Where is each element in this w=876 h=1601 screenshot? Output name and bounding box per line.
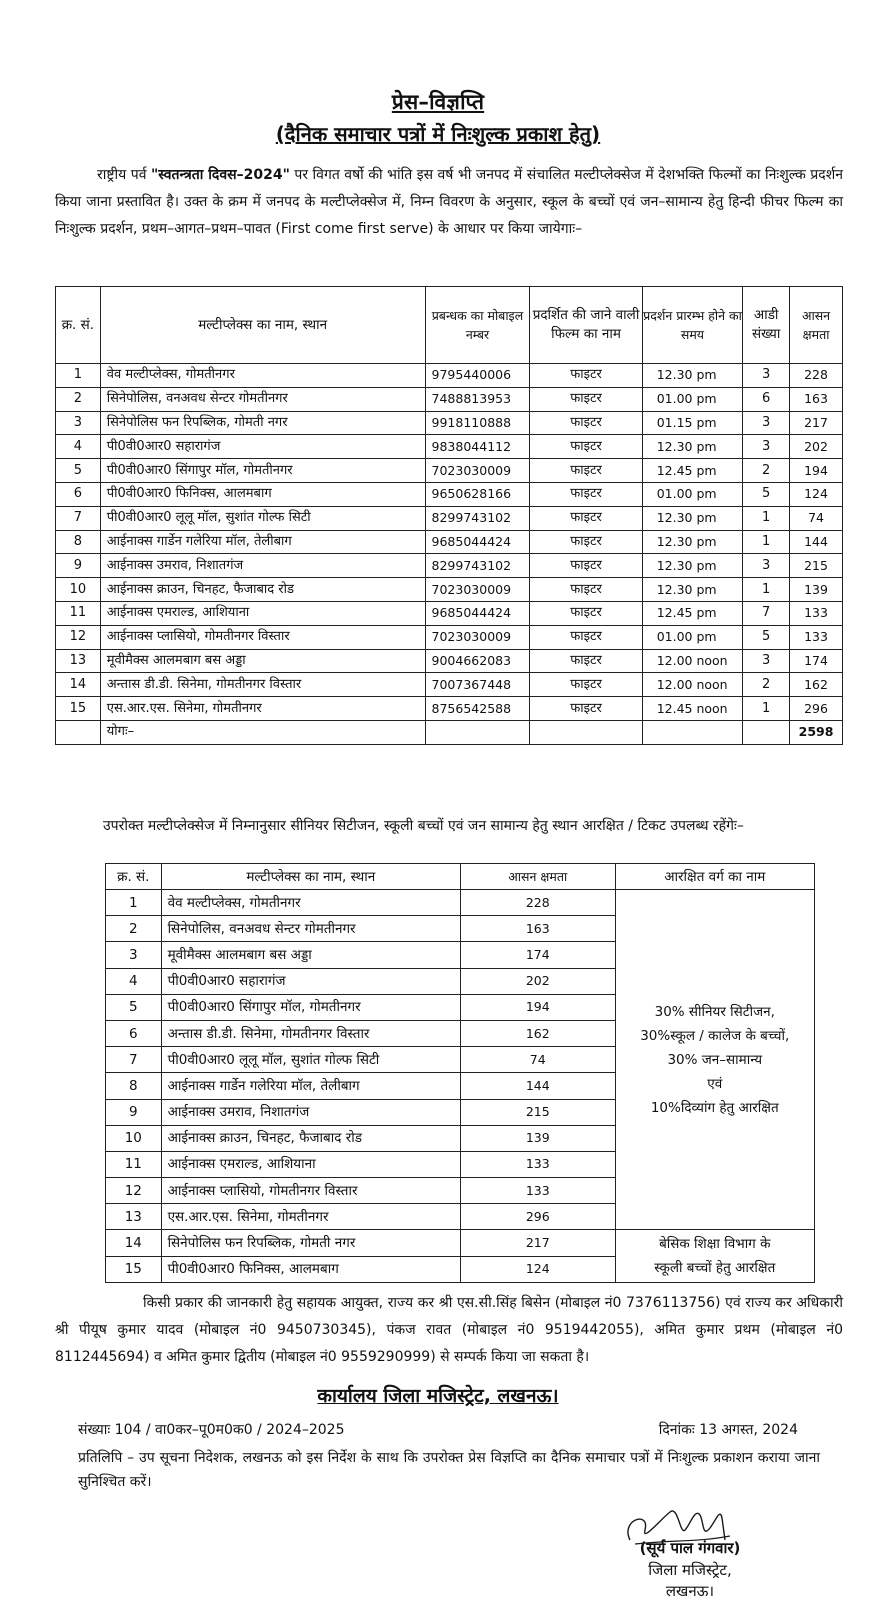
cell-time: 12.30 pm (642, 364, 743, 388)
cell-sn: 11 (56, 601, 101, 625)
cell-capacity: 163 (790, 387, 843, 411)
reference-number: संख्याः 104 / वा0कर–पू0म0क0 / 2024–2025 (78, 1422, 345, 1438)
reserved-line: 10%दिव्यांग हेतु आरक्षित (650, 1099, 779, 1116)
cell-multiplex-name: आईनाक्स उमराव, निशातगंज (100, 554, 425, 578)
reserved-category-general (615, 890, 814, 1230)
cell-mobile: 9918110888 (425, 411, 530, 435)
col-header-film: प्रदर्शित की जाने वाली फिल्म का नाम (530, 287, 642, 364)
col-header-mobile: प्रबन्धक का मोबाइल नम्बर (425, 287, 530, 364)
cell-time: 12.30 pm (642, 554, 743, 578)
cell-mobile: 7007367448 (425, 673, 530, 697)
cell-capacity: 144 (790, 530, 843, 554)
cell-time: 01.00 pm (642, 482, 743, 506)
col-header-capacity: आसन क्षमता (790, 287, 843, 364)
cell-multiplex-name: आईनाक्स गार्डेन गलेरिया मॉल, तेलीबाग (161, 1073, 460, 1099)
cell-capacity: 174 (460, 942, 615, 968)
cell-audi: 1 (743, 697, 790, 721)
cell-film: फाइटर (530, 411, 642, 435)
office-heading: कार्यालय जिला मजिस्ट्रेट, लखनऊ। (317, 1385, 559, 1407)
cell-sn: 4 (106, 968, 162, 994)
table-row (56, 625, 843, 649)
cell-multiplex-name: वेव मल्टीप्लेक्स, गोमतीनगर (100, 364, 425, 388)
cell-multiplex-name: पी0वी0आर0 सहारागंज (161, 968, 460, 994)
table-header-row (56, 287, 843, 364)
total-label: योगः– (100, 720, 425, 744)
cell-multiplex-name: आईनाक्स क्राउन, चिनहट, फैजाबाद रोड (100, 578, 425, 602)
cell-multiplex-name: सिनेपोलिस, वनअवध सेन्टर गोमतीनगर (161, 916, 460, 942)
reference-date: दिनांकः 13 अगस्त, 2024 (658, 1422, 798, 1438)
col-header-reserved-category: आरक्षित वर्ग का नाम (615, 864, 814, 890)
cell-capacity: 163 (460, 916, 615, 942)
intro-post: पर विगत वर्षो की भांति इस वर्ष भी जनपद में संचालित मल्टीप्लेक्सेज में देशभक्ति फिल्मों का निःशुल्क प्रदर्शन किया जाना प्रस्तावित है। उक्त के क्रम में जनपद के मल्टीप्लेक्सेज में, निम्न विवरण के अनुसार, स्कूल के बच्चों एवं जन–सामान्य हेतु हिन्दी फीचर फिल्म का निःशुल्क प्रदर्शन, प्रथम–आगत–प्रथम–पावत (First come first serve) के आधार पर किया जायेगाः– (55, 167, 843, 237)
table-row (56, 578, 843, 602)
cell-capacity: 194 (790, 459, 843, 483)
cell-multiplex-name: मूवीमैक्स आलमबाग बस अड्डा (161, 942, 460, 968)
cell-audi: 5 (743, 482, 790, 506)
col-header-sn: क्र. सं. (56, 287, 101, 364)
col-header-capacity: आसन क्षमता (460, 864, 615, 890)
cell-capacity: 215 (460, 1099, 615, 1125)
cell-film: फाइटर (530, 649, 642, 673)
cell-mobile: 8299743102 (425, 554, 530, 578)
cell-sn: 13 (56, 649, 101, 673)
cell-time: 12.45 pm (642, 459, 743, 483)
cell-capacity: 162 (790, 673, 843, 697)
cell-mobile: 7023030009 (425, 578, 530, 602)
cell-sn: 7 (106, 1047, 162, 1073)
cell-audi: 3 (743, 435, 790, 459)
cell-film: फाइटर (530, 578, 642, 602)
reserved-line: एवं (707, 1075, 723, 1092)
cell-audi: 1 (743, 530, 790, 554)
table-row (56, 673, 843, 697)
cell-sn: 1 (106, 890, 162, 916)
table-row (56, 482, 843, 506)
cell-audi: 3 (743, 364, 790, 388)
table-row (56, 459, 843, 483)
intro-paragraph (55, 162, 843, 243)
cell-multiplex-name: अन्तास डी.डी. सिनेमा, गोमतीनगर विस्तार (161, 1020, 460, 1046)
cell-capacity: 217 (790, 411, 843, 435)
table-row (56, 601, 843, 625)
cell-capacity: 228 (460, 890, 615, 916)
intro-pre: राष्ट्रीय पर्व (97, 167, 151, 183)
cell-sn: 9 (106, 1099, 162, 1125)
cell-capacity: 162 (460, 1020, 615, 1046)
cell-sn: 13 (106, 1204, 162, 1230)
cell-audi: 5 (743, 625, 790, 649)
cell-capacity: 202 (790, 435, 843, 459)
cell-sn: 7 (56, 506, 101, 530)
cell-time: 12.30 pm (642, 578, 743, 602)
cell-capacity: 296 (790, 697, 843, 721)
total-row (56, 720, 843, 744)
cell-sn: 2 (106, 916, 162, 942)
cell-multiplex-name: एस.आर.एस. सिनेमा, गोमतीनगर (100, 697, 425, 721)
cell-audi: 3 (743, 554, 790, 578)
cell-film: फाइटर (530, 387, 642, 411)
cell-time: 12.00 noon (642, 673, 743, 697)
cell-film: फाइटर (530, 506, 642, 530)
cell-time: 12.30 pm (642, 530, 743, 554)
cell-film: फाइटर (530, 459, 642, 483)
cell-sn: 11 (106, 1151, 162, 1177)
table-header-row (106, 864, 815, 890)
table-row (56, 530, 843, 554)
cell-multiplex-name: पी0वी0आर0 सिंगापुर मॉल, गोमतीनगर (100, 459, 425, 483)
cell-sn: 4 (56, 435, 101, 459)
cell-sn: 12 (56, 625, 101, 649)
cell-multiplex-name: पी0वी0आर0 फिनिक्स, आलमबाग (100, 482, 425, 506)
cell-multiplex-name: अन्तास डी.डी. सिनेमा, गोमतीनगर विस्तार (100, 673, 425, 697)
cell-multiplex-name: आईनाक्स गार्डेन गलेरिया मॉल, तेलीबाग (100, 530, 425, 554)
cell-empty (530, 720, 642, 744)
col-header-time: प्रदर्शन प्रारम्भ होने का समय (642, 287, 743, 364)
cell-audi: 7 (743, 601, 790, 625)
cell-capacity: 174 (790, 649, 843, 673)
cell-multiplex-name: पी0वी0आर0 लूलू मॉल, सुशांत गोल्फ सिटी (100, 506, 425, 530)
cell-mobile: 7488813953 (425, 387, 530, 411)
cell-audi: 2 (743, 459, 790, 483)
cell-sn: 10 (56, 578, 101, 602)
cell-audi: 3 (743, 649, 790, 673)
cell-multiplex-name: पी0वी0आर0 सिंगापुर मॉल, गोमतीनगर (161, 994, 460, 1020)
cell-time: 01.00 pm (642, 625, 743, 649)
cell-multiplex-name: आईनाक्स प्लासियो, गोमतीनगर विस्तार (161, 1178, 460, 1204)
cell-audi: 6 (743, 387, 790, 411)
cell-multiplex-name: वेव मल्टीप्लेक्स, गोमतीनगर (161, 890, 460, 916)
cell-capacity: 144 (460, 1073, 615, 1099)
cell-sn: 1 (56, 364, 101, 388)
cell-sn: 8 (56, 530, 101, 554)
cell-mobile: 7023030009 (425, 625, 530, 649)
cell-capacity: 133 (460, 1178, 615, 1204)
cell-capacity: 124 (790, 482, 843, 506)
cell-audi: 3 (743, 411, 790, 435)
cell-mobile: 9685044424 (425, 530, 530, 554)
copy-to-paragraph: प्रतिलिपि – उप सूचना निदेशक, लखनऊ को इस निर्देश के साथ कि उपरोक्त प्रेस विज्ञप्ति का दैनिक समाचार पत्रों में निःशुल्क प्रकाशन कराया जाना सुनिश्चित करें। (78, 1450, 820, 1490)
cell-multiplex-name: आईनाक्स एमराल्ड, आशियाना (100, 601, 425, 625)
table-row (56, 649, 843, 673)
reserved-line: 30%स्कूल / कालेज के बच्चों, (640, 1027, 790, 1044)
cell-film: फाइटर (530, 530, 642, 554)
cell-sn: 5 (56, 459, 101, 483)
cell-film: फाइटर (530, 435, 642, 459)
cell-film: फाइटर (530, 673, 642, 697)
cell-capacity: 133 (790, 625, 843, 649)
cell-capacity: 228 (790, 364, 843, 388)
cell-empty (425, 720, 530, 744)
col-header-audi: आडी संख्या (743, 287, 790, 364)
cell-multiplex-name: मूवीमैक्स आलमबाग बस अड्डा (100, 649, 425, 673)
cell-multiplex-name: सिनेपोलिस, वनअवध सेन्टर गोमतीनगर (100, 387, 425, 411)
cell-mobile: 9685044424 (425, 601, 530, 625)
cell-sn: 3 (106, 942, 162, 968)
signatory-city: लखनऊ। (665, 1582, 715, 1600)
cell-capacity: 133 (790, 601, 843, 625)
cell-capacity: 139 (790, 578, 843, 602)
cell-audi: 1 (743, 578, 790, 602)
reserved-line: 30% सीनियर सिटीजन, (654, 1003, 775, 1020)
cell-sn: 2 (56, 387, 101, 411)
cell-time: 12.45 noon (642, 697, 743, 721)
contact-paragraph: किसी प्रकार की जानकारी हेतु सहायक आयुक्त, राज्य कर श्री एस.सी.सिंह बिसेन (मोबाइल नं0 7376113756) एवं राज्य कर अधिकारी श्री पीयूष कुमार यादव (मोबाइल नं0 9450730345), पंकज रावत (मोबाइल नं0 9519442055), अमित कुमार प्रथम (मोबाइल नं0 8112445694) व अमित कुमार द्वितीय (मोबाइल नं0 9559290999) से सम्पर्क किया जा सकता है। (55, 1295, 843, 1365)
cell-empty (743, 720, 790, 744)
cell-sn: 8 (106, 1073, 162, 1099)
table-row (106, 890, 815, 916)
cell-time: 01.15 pm (642, 411, 743, 435)
cell-sn: 10 (106, 1125, 162, 1151)
cell-multiplex-name: आईनाक्स प्लासियो, गोमतीनगर विस्तार (100, 625, 425, 649)
signatory-designation: जिला मजिस्ट्रेट, (648, 1561, 732, 1579)
cell-capacity: 133 (460, 1151, 615, 1177)
reservation-paragraph: उपरोक्त मल्टीप्लेक्सेज में निम्नानुसार सीनियर सिटीजन, स्कूली बच्चों एवं जन सामान्य हेतु स्थान आरक्षित / टिकट उपलब्ध रहेंगेः– (103, 818, 744, 834)
cell-sn: 14 (56, 673, 101, 697)
cell-time: 12.45 pm (642, 601, 743, 625)
table-row (56, 554, 843, 578)
cell-film: फाइटर (530, 601, 642, 625)
cell-multiplex-name: पी0वी0आर0 सहारागंज (100, 435, 425, 459)
cell-film: फाइटर (530, 554, 642, 578)
signatory-name: (सूर्य पाल गंगवार) (639, 1539, 741, 1557)
cell-audi: 1 (743, 506, 790, 530)
intro-highlight: "स्वतन्त्रता दिवस–2024" (151, 167, 290, 183)
cell-time: 12.30 pm (642, 435, 743, 459)
cell-capacity: 74 (790, 506, 843, 530)
table-row (56, 411, 843, 435)
cell-mobile: 8756542588 (425, 697, 530, 721)
cell-film: फाइटर (530, 625, 642, 649)
col-header-name: मल्टीप्लेक्स का नाम, स्थान (100, 287, 425, 364)
cell-sn: 3 (56, 411, 101, 435)
table-row (56, 506, 843, 530)
table-row (56, 435, 843, 459)
cell-film: फाइटर (530, 482, 642, 506)
reference-line (78, 1420, 798, 1439)
cell-sn: 14 (106, 1230, 162, 1256)
cell-capacity: 194 (460, 994, 615, 1020)
cell-sn: 15 (106, 1256, 162, 1282)
cell-multiplex-name: पी0वी0आर0 लूलू मॉल, सुशांत गोल्फ सिटी (161, 1047, 460, 1073)
col-header-sn: क्र. सं. (106, 864, 162, 890)
cell-audi: 2 (743, 673, 790, 697)
cell-multiplex-name: आईनाक्स एमराल्ड, आशियाना (161, 1151, 460, 1177)
cell-multiplex-name: आईनाक्स क्राउन, चिनहट, फैजाबाद रोड (161, 1125, 460, 1151)
cell-capacity: 124 (460, 1256, 615, 1282)
total-value: 2598 (790, 720, 843, 744)
cell-sn: 12 (106, 1178, 162, 1204)
cell-mobile: 8299743102 (425, 506, 530, 530)
table-row (56, 364, 843, 388)
cell-capacity: 74 (460, 1047, 615, 1073)
cell-sn: 5 (106, 994, 162, 1020)
reserved-line: 30% जन–सामान्य (667, 1051, 763, 1068)
screening-schedule-table (55, 286, 843, 745)
cell-sn: 9 (56, 554, 101, 578)
cell-empty (56, 720, 101, 744)
cell-capacity: 217 (460, 1230, 615, 1256)
cell-sn: 15 (56, 697, 101, 721)
table-row (56, 387, 843, 411)
cell-mobile: 9795440006 (425, 364, 530, 388)
cell-mobile: 9838044112 (425, 435, 530, 459)
cell-multiplex-name: सिनेपोलिस फन रिपब्लिक, गोमती नगर (161, 1230, 460, 1256)
table-row (106, 1230, 815, 1256)
cell-mobile: 9650628166 (425, 482, 530, 506)
cell-capacity: 202 (460, 968, 615, 994)
cell-capacity: 215 (790, 554, 843, 578)
cell-capacity: 296 (460, 1204, 615, 1230)
cell-film: फाइटर (530, 697, 642, 721)
cell-time: 01.00 pm (642, 387, 743, 411)
cell-mobile: 9004662083 (425, 649, 530, 673)
cell-film: फाइटर (530, 364, 642, 388)
cell-time: 12.30 pm (642, 506, 743, 530)
cell-sn: 6 (56, 482, 101, 506)
reserved-line: बेसिक शिक्षा विभाग के (659, 1236, 771, 1253)
table-row (56, 697, 843, 721)
reserved-category-basic-education (615, 1230, 814, 1282)
cell-time: 12.00 noon (642, 649, 743, 673)
cell-mobile: 7023030009 (425, 459, 530, 483)
page-subtitle: (दैनिक समाचार पत्रों में निःशुल्क प्रकाश हेतु) (275, 122, 601, 146)
cell-multiplex-name: सिनेपोलिस फन रिपब्लिक, गोमती नगर (100, 411, 425, 435)
cell-empty (642, 720, 743, 744)
cell-capacity: 139 (460, 1125, 615, 1151)
cell-multiplex-name: एस.आर.एस. सिनेमा, गोमतीनगर (161, 1204, 460, 1230)
cell-multiplex-name: पी0वी0आर0 फिनिक्स, आलमबाग (161, 1256, 460, 1282)
col-header-name: मल्टीप्लेक्स का नाम, स्थान (161, 864, 460, 890)
cell-sn: 6 (106, 1020, 162, 1046)
cell-multiplex-name: आईनाक्स उमराव, निशातगंज (161, 1099, 460, 1125)
reservation-table (105, 863, 815, 1283)
reserved-line: स्कूली बच्चों हेतु आरक्षित (654, 1260, 776, 1277)
page-title: प्रेस–विज्ञप्ति (391, 90, 485, 114)
